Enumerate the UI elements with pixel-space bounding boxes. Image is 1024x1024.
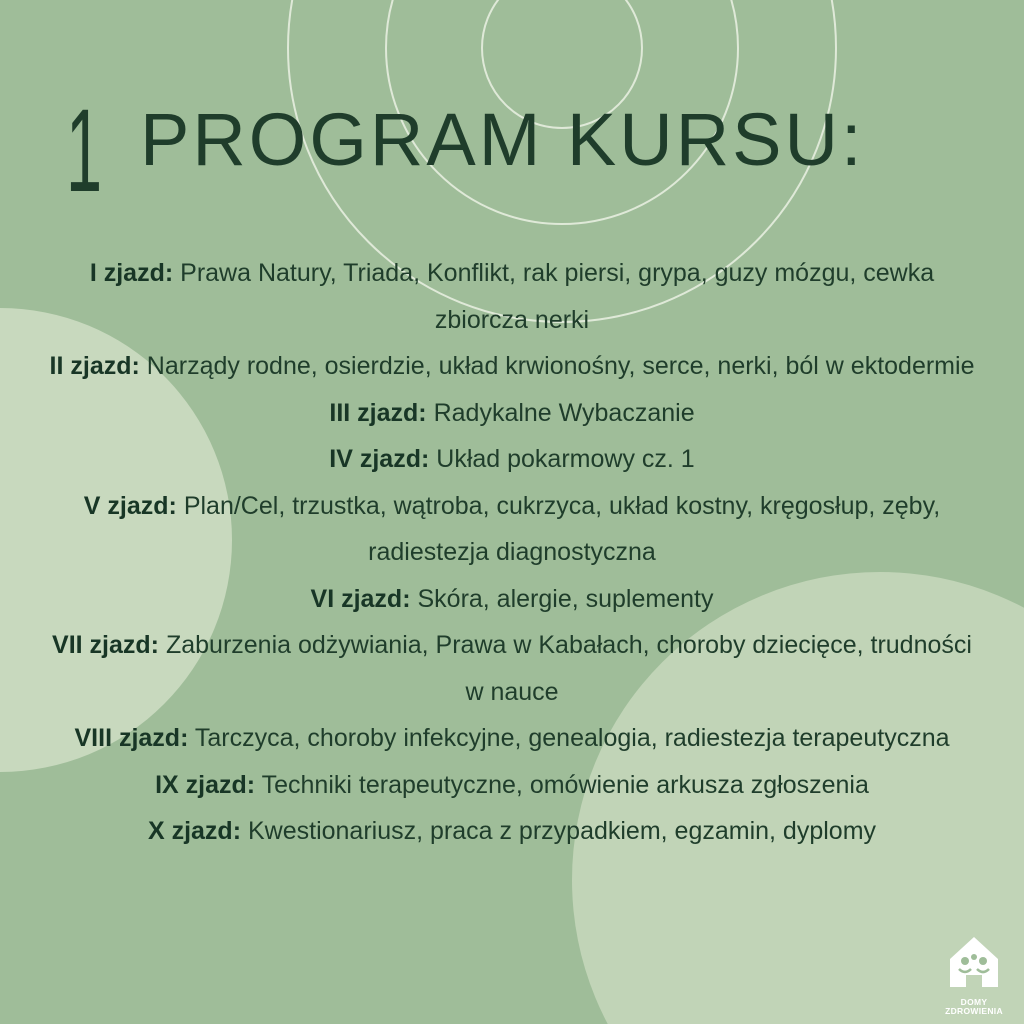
program-item	[40, 250, 984, 343]
program-item	[40, 436, 984, 483]
session-label: VIII zjazd:	[74, 724, 189, 752]
session-topics: Plan/Cel, trzustka, wątroba, cukrzyca, układ kostny, kręgosłup, zęby, radiestezja diagnostyczna	[183, 491, 941, 566]
program-item	[40, 808, 984, 855]
session-label: II zjazd:	[49, 352, 140, 380]
brand-logo	[944, 935, 1004, 1017]
program-item	[40, 390, 984, 437]
page-title: PROGRAM KURSU:	[140, 98, 865, 181]
program-item	[40, 762, 984, 809]
session-label: X zjazd:	[147, 817, 242, 845]
program-item	[40, 576, 984, 623]
program-item	[40, 715, 984, 762]
session-label: I zjazd:	[89, 259, 174, 287]
session-topics: Skóra, alergie, suplementy	[417, 584, 714, 613]
program-item	[40, 622, 984, 715]
session-topics: Układ pokarmowy cz. 1	[436, 445, 695, 473]
session-label: III zjazd:	[329, 398, 427, 427]
session-topics: Techniki terapeutyczne, omówienie arkusza zgłoszenia	[261, 770, 869, 799]
session-label: V zjazd:	[83, 491, 177, 520]
session-topics: Tarczyca, choroby infekcyjne, genealogia, radiestezja terapeutyczna	[194, 724, 950, 752]
section-number: 1	[66, 85, 103, 217]
session-label: IV zjazd:	[329, 445, 430, 473]
session-topics: Kwestionariusz, praca z przypadkiem, egzamin, dyplomy	[247, 817, 877, 845]
session-label: VII zjazd:	[52, 631, 160, 659]
program-item	[40, 483, 984, 576]
session-topics: Prawa Natury, Triada, Konflikt, rak piersi, grypa, guzy mózgu, cewka zbiorcza nerki	[180, 259, 935, 334]
program-list	[40, 250, 984, 855]
session-topics: Narządy rodne, osierdzie, układ krwionośny, serce, nerki, ból w ektodermie	[146, 352, 975, 380]
session-label: IX zjazd:	[155, 770, 256, 799]
logo-text-line2: ZDROWIENIA	[945, 1006, 1003, 1016]
session-topics: Radykalne Wybaczanie	[433, 398, 695, 427]
logo-text-line1: DOMY	[960, 997, 988, 1007]
house-family-icon	[946, 935, 1002, 993]
session-label: VI zjazd:	[310, 584, 411, 613]
program-item	[40, 343, 984, 390]
session-topics: Zaburzenia odżywiania, Prawa w Kabałach, choroby dziecięce, trudności w nauce	[165, 631, 972, 706]
